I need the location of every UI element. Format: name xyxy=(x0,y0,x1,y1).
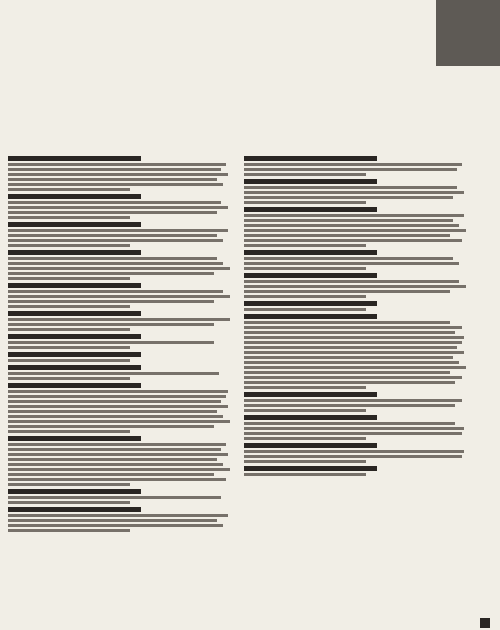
entry-term xyxy=(8,222,141,227)
dictionary-entry xyxy=(244,443,466,463)
entry-text-line xyxy=(8,463,223,466)
entry-text-line xyxy=(244,234,450,237)
entry-text-line xyxy=(8,430,130,433)
entry-text-line xyxy=(8,425,214,428)
entry-text-line xyxy=(8,272,214,275)
dictionary-entry xyxy=(8,365,230,380)
entry-term xyxy=(8,334,141,339)
entry-text-line xyxy=(244,341,462,344)
entry-term xyxy=(8,250,141,255)
entry-text-line xyxy=(244,356,453,359)
entry-text-line xyxy=(244,321,450,324)
dictionary-entry xyxy=(244,392,466,412)
entry-text-line xyxy=(244,409,366,412)
right-column xyxy=(244,156,466,479)
entry-text-line xyxy=(8,420,230,423)
dictionary-entry xyxy=(8,352,230,362)
entry-text-line xyxy=(8,244,130,247)
entry-term xyxy=(8,436,141,441)
entry-text-line xyxy=(8,400,221,403)
entry-text-line xyxy=(244,290,450,293)
entry-text-line xyxy=(244,381,455,384)
dictionary-entry xyxy=(8,283,230,308)
entry-text-line xyxy=(244,201,366,204)
dictionary-entry xyxy=(8,311,230,331)
dictionary-entry xyxy=(8,194,230,219)
entry-term xyxy=(8,507,141,512)
dictionary-entry xyxy=(244,156,466,176)
dictionary-entry xyxy=(244,273,466,298)
entry-text-line xyxy=(244,427,464,430)
dictionary-entry xyxy=(8,334,230,349)
entry-text-line xyxy=(8,377,130,380)
entry-text-line xyxy=(244,267,366,270)
entry-text-line xyxy=(8,277,130,280)
entry-text-line xyxy=(8,290,223,293)
entry-text-line xyxy=(8,395,226,398)
entry-text-line xyxy=(8,267,230,270)
entry-text-line xyxy=(8,341,214,344)
entry-text-line xyxy=(8,448,221,451)
entry-term xyxy=(244,392,377,397)
entry-text-line xyxy=(8,501,130,504)
entry-text-line xyxy=(244,376,462,379)
entry-text-line xyxy=(244,168,457,171)
entry-text-line xyxy=(244,262,459,265)
entry-text-line xyxy=(8,458,217,461)
entry-text-line xyxy=(244,191,464,194)
entry-text-line xyxy=(244,432,462,435)
entry-term xyxy=(244,156,377,161)
dictionary-entry xyxy=(244,466,466,476)
entry-text-line xyxy=(8,183,223,186)
entry-text-line xyxy=(244,366,466,369)
entry-term xyxy=(8,194,141,199)
entry-text-line xyxy=(8,519,217,522)
entry-text-line xyxy=(244,196,453,199)
dictionary-entry xyxy=(244,179,466,204)
entry-text-line xyxy=(244,244,366,247)
entry-text-line xyxy=(8,524,223,527)
left-column xyxy=(8,156,230,535)
entry-text-line xyxy=(8,443,226,446)
dictionary-entry xyxy=(8,383,230,433)
entry-text-line xyxy=(8,163,226,166)
entry-text-line xyxy=(8,390,228,393)
dictionary-entry xyxy=(8,156,230,191)
entry-text-line xyxy=(244,331,455,334)
entry-text-line xyxy=(8,410,217,413)
dictionary-entry xyxy=(244,301,466,311)
entry-text-line xyxy=(8,234,217,237)
dictionary-entry xyxy=(244,207,466,247)
entry-text-line xyxy=(244,224,459,227)
entry-text-line xyxy=(244,219,453,222)
entry-term xyxy=(244,250,377,255)
entry-text-line xyxy=(244,371,450,374)
entry-text-line xyxy=(244,229,466,232)
entry-text-line xyxy=(244,351,464,354)
entry-text-line xyxy=(8,514,228,517)
entry-text-line xyxy=(8,206,228,209)
entry-text-line xyxy=(8,372,219,375)
entry-text-line xyxy=(244,455,462,458)
dictionary-entry xyxy=(8,489,230,504)
entry-text-line xyxy=(244,308,366,311)
entry-text-line xyxy=(8,262,223,265)
entry-text-line xyxy=(8,453,228,456)
entry-text-line xyxy=(8,328,130,331)
page-number xyxy=(480,618,490,628)
entry-text-line xyxy=(8,211,217,214)
entry-term xyxy=(8,352,141,357)
entry-text-line xyxy=(244,326,462,329)
entry-text-line xyxy=(244,399,462,402)
entry-text-line xyxy=(8,295,230,298)
dictionary-entry xyxy=(244,250,466,270)
entry-text-line xyxy=(244,422,455,425)
entry-text-line xyxy=(8,415,223,418)
dictionary-entry xyxy=(8,507,230,532)
entry-text-line xyxy=(244,295,366,298)
entry-text-line xyxy=(244,386,366,389)
entry-term xyxy=(8,311,141,316)
entry-term xyxy=(244,179,377,184)
entry-term xyxy=(244,273,377,278)
entry-text-line xyxy=(8,173,228,176)
entry-term xyxy=(244,301,377,306)
dictionary-entry xyxy=(244,415,466,440)
entry-term xyxy=(244,314,377,319)
entry-text-line xyxy=(8,529,130,532)
entry-text-line xyxy=(8,478,226,481)
entry-text-line xyxy=(8,216,130,219)
entry-text-line xyxy=(244,437,366,440)
section-letter-tab xyxy=(436,0,500,66)
entry-text-line xyxy=(8,359,130,362)
dictionary-entry xyxy=(8,436,230,486)
entry-text-line xyxy=(244,473,366,476)
entry-text-line xyxy=(244,336,464,339)
entry-text-line xyxy=(8,305,130,308)
entry-text-line xyxy=(244,285,466,288)
entry-term xyxy=(8,283,141,288)
entry-text-line xyxy=(244,280,459,283)
entry-text-line xyxy=(244,214,464,217)
dictionary-entry xyxy=(8,250,230,280)
entry-text-line xyxy=(8,473,214,476)
entry-text-line xyxy=(244,361,459,364)
entry-text-line xyxy=(8,178,217,181)
entry-text-line xyxy=(8,405,228,408)
entry-term xyxy=(244,466,377,471)
entry-text-line xyxy=(8,468,230,471)
entry-text-line xyxy=(244,257,453,260)
dictionary-entry xyxy=(244,314,466,389)
entry-text-line xyxy=(244,450,464,453)
entry-term xyxy=(8,365,141,370)
entry-text-line xyxy=(8,323,214,326)
entry-text-line xyxy=(8,239,223,242)
entry-term xyxy=(244,443,377,448)
entry-text-line xyxy=(244,186,457,189)
entry-text-line xyxy=(8,496,221,499)
dictionary-entry xyxy=(8,222,230,247)
entry-text-line xyxy=(8,257,217,260)
entry-text-line xyxy=(8,201,221,204)
entry-text-line xyxy=(8,168,221,171)
entry-text-line xyxy=(8,346,130,349)
entry-term xyxy=(8,156,141,161)
entry-term xyxy=(244,207,377,212)
entry-text-line xyxy=(8,483,130,486)
entry-text-line xyxy=(8,300,214,303)
entry-term xyxy=(8,489,141,494)
entry-term xyxy=(8,383,141,388)
entry-term xyxy=(244,415,377,420)
entry-text-line xyxy=(8,188,130,191)
entry-text-line xyxy=(244,460,366,463)
entry-text-line xyxy=(244,163,462,166)
entry-text-line xyxy=(244,239,462,242)
entry-text-line xyxy=(8,229,228,232)
entry-text-line xyxy=(244,173,366,176)
entry-text-line xyxy=(8,318,230,321)
entry-text-line xyxy=(244,346,457,349)
entry-text-line xyxy=(244,404,455,407)
